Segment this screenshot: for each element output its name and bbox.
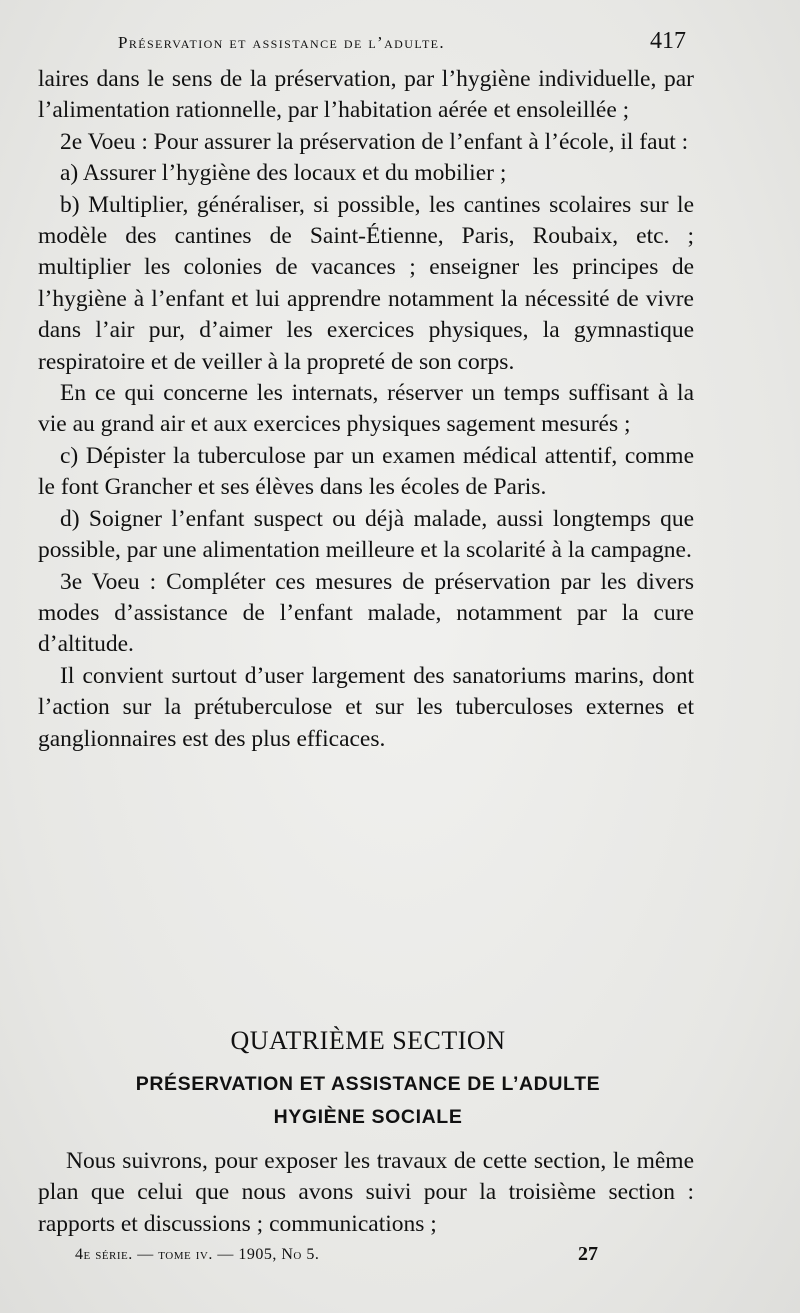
running-head: Préservation et assistance de l’adulte. xyxy=(118,33,446,52)
page-number: 417 xyxy=(650,28,686,54)
section-subtitle-2: HYGIÈNE SOCIALE xyxy=(273,1106,463,1128)
body-text xyxy=(38,64,694,755)
paragraph-item-a: a) Assurer l’hygiène des locaux et du mobilier ; xyxy=(60,160,507,187)
paragraph-item-c: c) Dépister la tuberculose par un examen médical attentif, comme le font Grancher et ses élèves dans les écoles de Paris. xyxy=(38,442,694,501)
footer-sheet-number: 27 xyxy=(578,1243,598,1265)
paragraph-1: laires dans le sens de la préservation, par l’hygiène individuelle, par l’alimentation rationnelle, par l’habitation aérée et ensoleillée ; xyxy=(38,66,694,124)
paragraph-voeu-3: 3e Voeu : Compléter ces mesures de préservation par les divers modes d’assistance de l’enfant malade, notamment par la cure d’altitude. xyxy=(38,568,694,658)
paragraph-internats: En ce qui concerne les internats, réserver un temps suffisant à la vie au grand air et aux exercices physiques sagement mesurés ; xyxy=(38,380,694,438)
paragraph-item-d: d) Soigner l’enfant suspect ou déjà malade, aussi longtemps que possible, par une alimentation meilleure et la scolarité à la campagne. xyxy=(38,505,694,564)
paragraph-voeu-2: 2e Voeu : Pour assurer la préservation de l’enfant à l’école, il faut : xyxy=(60,128,689,155)
paragraph-item-b: b) Multiplier, généraliser, si possible, les cantines scolaires sur le modèle des cantines de Saint-Étienne, Paris, Roubaix, etc. ; multiplier les colonies de vacances ; enseigner les principes de l’hygiène à l’enfant et lui apprendre notamment la nécessité de vivre dans l’air pur, d’aimer les exercices physiques, la gymnastique respiratoire et de veiller à la propreté de son corps. xyxy=(38,191,694,375)
intro-paragraph: Nous suivrons, pour exposer les travaux de cette section, le même plan que celui que nous avons suivi pour la troisième section : rapports et discussions ; communications ; xyxy=(38,1148,694,1237)
footer-signature: 4e série. — tome iv. — 1905, No 5. xyxy=(75,1246,320,1263)
intro-text xyxy=(38,1146,694,1240)
section-subtitle: PRÉSERVATION ET ASSISTANCE DE L’ADULTE xyxy=(135,1073,601,1095)
paragraph-sanatoriums: Il convient surtout d’user largement des sanatoriums marins, dont l’action sur la prétuberculose et sur les tuberculoses externes et ganglionnaires est des plus efficaces. xyxy=(38,662,694,752)
section-title: QUATRIÈME SECTION xyxy=(230,1026,506,1055)
